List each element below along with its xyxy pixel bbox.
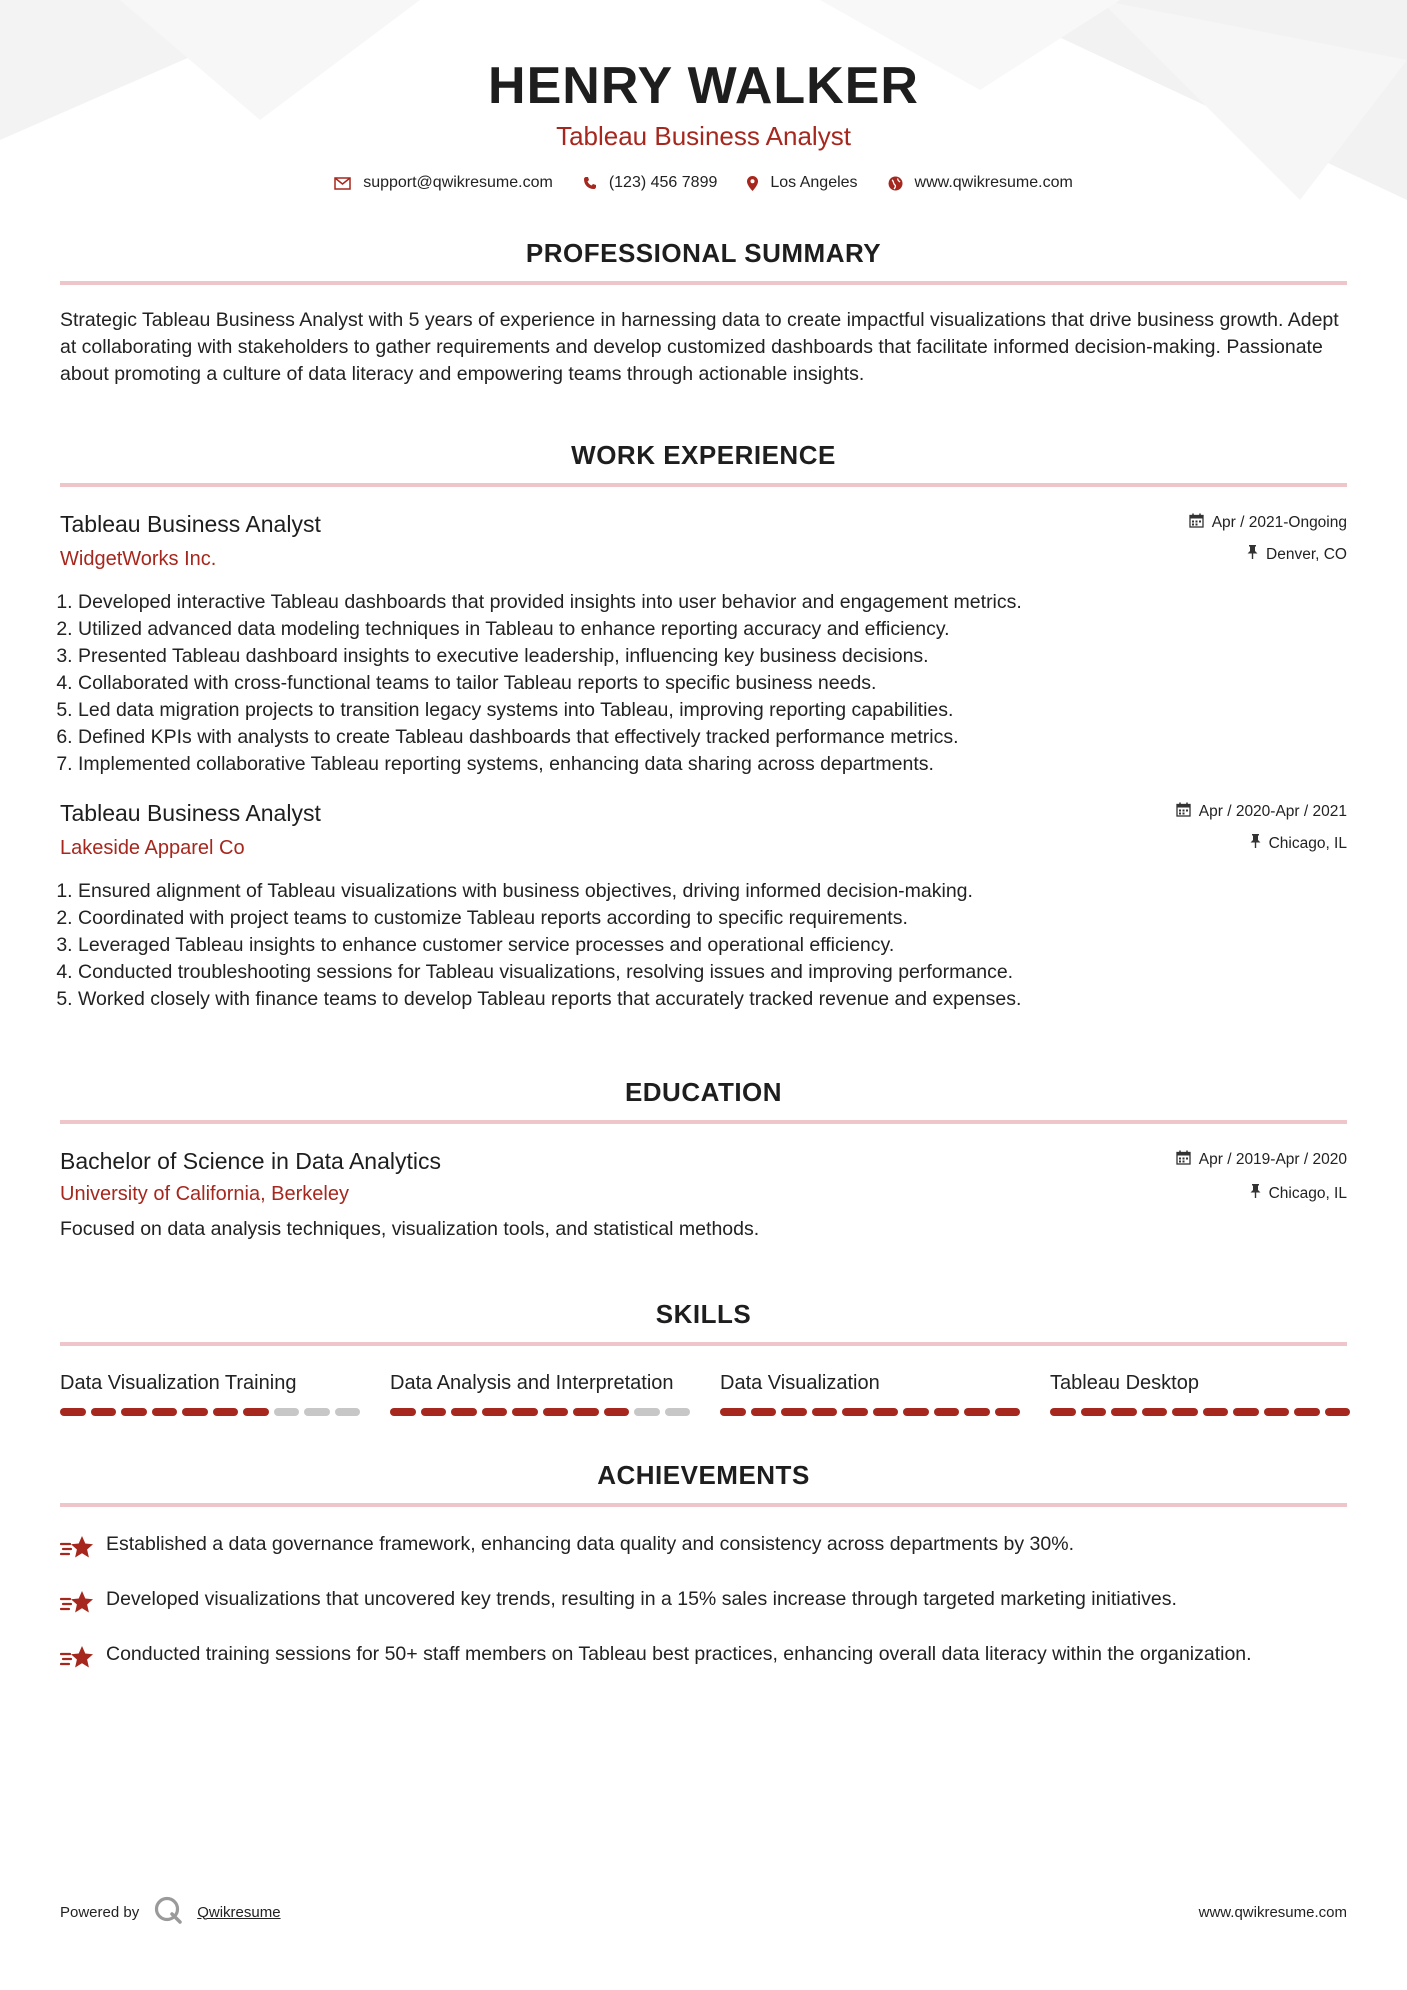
powered-by-label: Powered by xyxy=(60,1903,140,1921)
job-bullets xyxy=(60,589,1347,778)
skill-dot-empty xyxy=(634,1408,660,1416)
list-item: 4. Conducted troubleshooting sessions for Tableau visualizations, resolving issues and improving performance. xyxy=(78,959,1347,986)
phone-icon xyxy=(583,176,597,190)
degree-name: Bachelor of Science in Data Analytics xyxy=(60,1148,441,1175)
page-footer xyxy=(60,1895,1347,1929)
calendar-icon xyxy=(1176,1150,1191,1170)
skill-dot-filled xyxy=(903,1408,929,1416)
skill-dot-filled xyxy=(1325,1408,1351,1416)
star-award-icon xyxy=(60,1641,94,1679)
skill-dot-filled xyxy=(213,1408,239,1416)
contact-phone[interactable]: (123) 456 7899 xyxy=(583,174,718,192)
skills-list xyxy=(60,1370,1347,1416)
pushpin-icon xyxy=(1250,834,1261,853)
skill-item xyxy=(60,1370,360,1416)
skill-dot-empty xyxy=(304,1408,330,1416)
skills-heading: SKILLS xyxy=(60,1299,1347,1346)
education-heading: EDUCATION xyxy=(60,1077,1347,1124)
education-entry xyxy=(60,1148,1347,1243)
footer-website-link[interactable]: www.qwikresume.com xyxy=(1198,1903,1347,1921)
achievement-item: Established a data governance framework, enhancing data quality and consistency across departments by 30%. xyxy=(60,1531,1347,1569)
skill-item xyxy=(1050,1370,1350,1416)
experience-section xyxy=(60,440,1347,1013)
skill-dot-filled xyxy=(781,1408,807,1416)
skill-dot-empty xyxy=(274,1408,300,1416)
job-entry xyxy=(60,511,1347,778)
education-section xyxy=(60,1077,1347,1243)
skill-dot-filled xyxy=(964,1408,990,1416)
achievement-item: Developed visualizations that uncovered key trends, resulting in a 15% sales increase through targeted marketing initiatives. xyxy=(60,1586,1347,1624)
brand-link[interactable]: Qwikresume xyxy=(197,1903,281,1921)
list-item: 2. Coordinated with project teams to customize Tableau reports according to specific requirements. xyxy=(78,905,1347,932)
skill-dot-filled xyxy=(873,1408,899,1416)
education-dates: Apr / 2019-Apr / 2020 xyxy=(1198,1151,1347,1169)
contact-email[interactable]: support@qwikresume.com xyxy=(334,174,553,192)
job-location: Denver, CO xyxy=(1266,545,1347,563)
skill-dot-filled xyxy=(604,1408,630,1416)
globe-icon xyxy=(888,176,903,191)
achievements-section xyxy=(60,1460,1347,1679)
list-item: 3. Presented Tableau dashboard insights to executive leadership, influencing key business decisions. xyxy=(78,643,1347,670)
star-award-icon xyxy=(60,1531,94,1569)
summary-heading: PROFESSIONAL SUMMARY xyxy=(60,238,1347,285)
skill-item xyxy=(720,1370,1020,1416)
resume-header xyxy=(60,0,1347,192)
skill-dot-filled xyxy=(573,1408,599,1416)
skill-dot-filled xyxy=(842,1408,868,1416)
skill-dot-empty xyxy=(665,1408,691,1416)
skill-name: Data Visualization Training xyxy=(60,1372,297,1395)
skill-dot-filled xyxy=(934,1408,960,1416)
contact-website[interactable]: www.qwikresume.com xyxy=(888,174,1073,192)
list-item: 5. Worked closely with finance teams to develop Tableau reports that accurately tracked revenue and expenses. xyxy=(78,986,1347,1013)
pushpin-icon xyxy=(1247,545,1258,564)
list-item: 6. Defined KPIs with analysts to create Tableau dashboards that effectively tracked performance metrics. xyxy=(78,724,1347,751)
skill-name: Data Analysis and Interpretation xyxy=(390,1372,674,1395)
job-dates: Apr / 2021-Ongoing xyxy=(1211,514,1347,532)
skill-dot-filled xyxy=(1142,1408,1168,1416)
job-title: Tableau Business Analyst xyxy=(60,800,321,827)
skill-dot-filled xyxy=(1264,1408,1290,1416)
experience-heading: WORK EXPERIENCE xyxy=(60,440,1347,487)
job-dates: Apr / 2020-Apr / 2021 xyxy=(1198,803,1347,821)
skill-dot-filled xyxy=(121,1408,147,1416)
education-description: Focused on data analysis techniques, visualization tools, and statistical methods. xyxy=(60,1218,760,1241)
skill-dot-empty xyxy=(335,1408,361,1416)
list-item: 2. Utilized advanced data modeling techniques in Tableau to enhance reporting accuracy and efficiency. xyxy=(78,616,1347,643)
calendar-icon xyxy=(1189,513,1204,533)
job-meta xyxy=(1189,513,1347,564)
company-name: WidgetWorks Inc. xyxy=(60,548,217,571)
school-name: University of California, Berkeley xyxy=(60,1183,349,1206)
skill-dot-filled xyxy=(1050,1408,1076,1416)
skill-dot-filled xyxy=(451,1408,477,1416)
achievements-list xyxy=(60,1531,1347,1679)
calendar-icon xyxy=(1176,802,1191,822)
summary-text: Strategic Tableau Business Analyst with 5 years of experience in harnessing data to create impactful visualizations that drive business growth. Adept at collaborating with stakeholders to gather requirements and develop customized dashboards that facilitate informed decision-making. Passionate about promoting a culture of data literacy and empowering teams through actionable insights. xyxy=(60,309,1339,386)
skill-dot-filled xyxy=(812,1408,838,1416)
skill-dot-filled xyxy=(1294,1408,1320,1416)
skill-dot-filled xyxy=(421,1408,447,1416)
skill-dot-filled xyxy=(152,1408,178,1416)
skill-dot-filled xyxy=(1081,1408,1107,1416)
list-item: 1. Developed interactive Tableau dashboards that provided insights into user behavior and engagement metrics. xyxy=(78,589,1347,616)
skills-section xyxy=(60,1299,1347,1416)
job-location: Chicago, IL xyxy=(1268,834,1347,852)
skill-dot-filled xyxy=(390,1408,416,1416)
skill-rating xyxy=(60,1408,360,1416)
skill-dot-filled xyxy=(60,1408,86,1416)
skill-dot-filled xyxy=(720,1408,746,1416)
skill-dot-filled xyxy=(1111,1408,1137,1416)
skill-rating xyxy=(1050,1408,1350,1416)
achievement-item: Conducted training sessions for 50+ staff members on Tableau best practices, enhancing overall data literacy within the organization. xyxy=(60,1641,1347,1679)
contact-bar xyxy=(60,174,1347,192)
skill-dot-filled xyxy=(512,1408,538,1416)
candidate-title: Tableau Business Analyst xyxy=(556,121,851,152)
education-location: Chicago, IL xyxy=(1268,1184,1347,1202)
star-award-icon xyxy=(60,1586,94,1624)
skill-dot-filled xyxy=(543,1408,569,1416)
skill-rating xyxy=(720,1408,1020,1416)
qwikresume-logo-icon xyxy=(153,1895,183,1929)
skill-dot-filled xyxy=(91,1408,117,1416)
skill-dot-filled xyxy=(1172,1408,1198,1416)
skill-item xyxy=(390,1370,690,1416)
list-item: 7. Implemented collaborative Tableau reporting systems, enhancing data sharing across departments. xyxy=(78,751,1347,778)
list-item: 3. Leveraged Tableau insights to enhance customer service processes and operational efficiency. xyxy=(78,932,1347,959)
achievements-heading: ACHIEVEMENTS xyxy=(60,1460,1347,1507)
skill-dot-filled xyxy=(1203,1408,1229,1416)
skill-rating xyxy=(390,1408,690,1416)
candidate-name: HENRY WALKER xyxy=(488,57,919,115)
list-item: 5. Led data migration projects to transition legacy systems into Tableau, improving reporting capabilities. xyxy=(78,697,1347,724)
skill-dot-filled xyxy=(751,1408,777,1416)
company-name: Lakeside Apparel Co xyxy=(60,837,245,860)
job-bullets xyxy=(60,878,1347,1013)
skill-name: Tableau Desktop xyxy=(1050,1372,1199,1395)
education-meta xyxy=(1176,1150,1347,1203)
summary-section xyxy=(60,238,1347,388)
map-pin-icon xyxy=(747,176,758,191)
list-item: 1. Ensured alignment of Tableau visualizations with business objectives, driving informed decision-making. xyxy=(78,878,1347,905)
skill-dot-filled xyxy=(995,1408,1021,1416)
list-item: 4. Collaborated with cross-functional teams to tailor Tableau reports to specific business needs. xyxy=(78,670,1347,697)
job-title: Tableau Business Analyst xyxy=(60,511,321,538)
contact-location: Los Angeles xyxy=(747,174,857,192)
skill-dot-filled xyxy=(482,1408,508,1416)
skill-dot-filled xyxy=(243,1408,269,1416)
pushpin-icon xyxy=(1250,1184,1261,1203)
skill-dot-filled xyxy=(1233,1408,1259,1416)
skill-dot-filled xyxy=(182,1408,208,1416)
skill-name: Data Visualization xyxy=(720,1372,880,1395)
envelope-icon xyxy=(334,177,351,190)
job-meta xyxy=(1176,802,1347,853)
job-entry xyxy=(60,800,1347,1013)
